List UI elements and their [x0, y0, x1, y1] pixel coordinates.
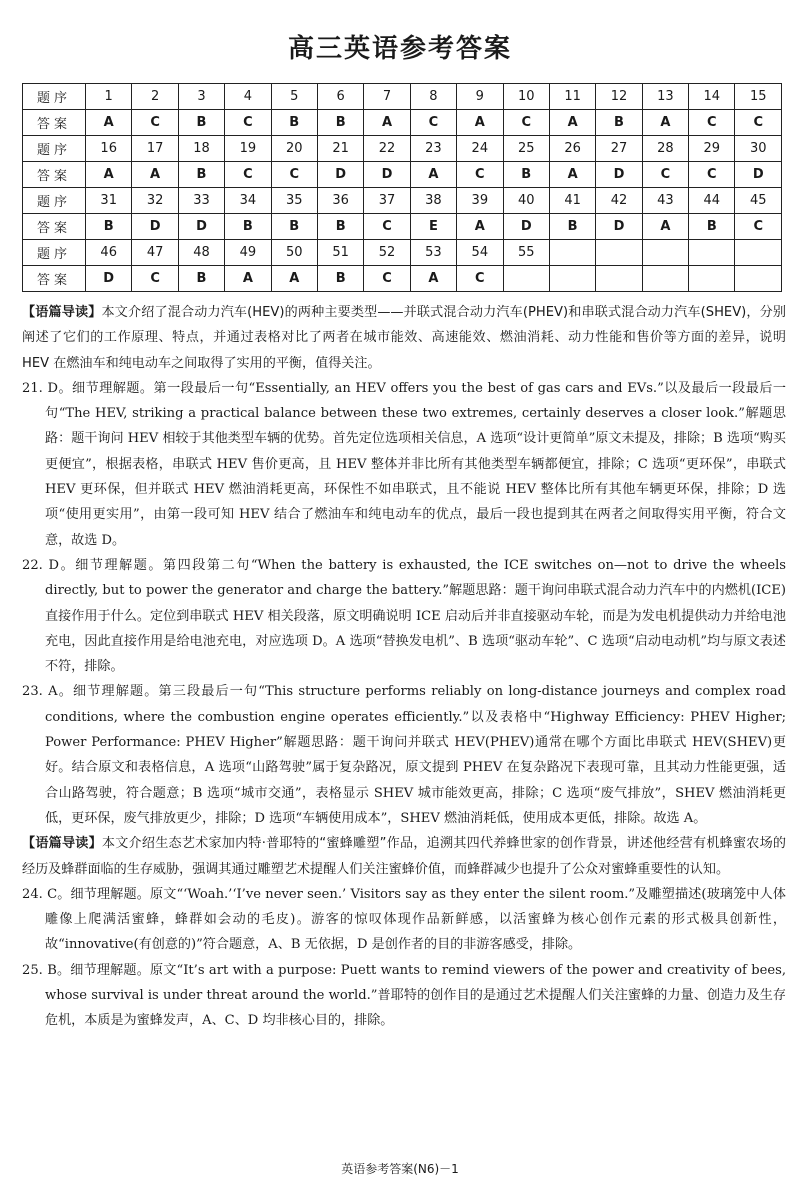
guide-text: 本文介绍生态艺术家加内特·普耶特的“蜜蜂雕塑”作品，追溯其四代养蜂世家的创作背景，讲述他经营有机蜂蜜农场的经历及蜂群面临的生存威胁，强调其通过雕塑艺术提醒人们关注蜜蜂价值，而蜂群减少也提升了公众对蜜蜂重要性的认知。 [22, 836, 787, 877]
answer-cell: D [132, 214, 178, 240]
question-number-cell: 38 [410, 188, 456, 214]
answer-cell: B [596, 110, 642, 136]
answer-cell: A [225, 266, 271, 292]
question-number-cell: 42 [596, 188, 642, 214]
question-number-cell: 26 [549, 136, 595, 162]
answer-cell: B [503, 162, 549, 188]
question-number-cell: 55 [503, 240, 549, 266]
answer-cell: D [364, 162, 410, 188]
answer-cell: C [689, 162, 735, 188]
answer-cell: A [642, 110, 688, 136]
explanations-group-2 [22, 882, 786, 1034]
question-number-cell: 18 [178, 136, 224, 162]
question-number-cell: 29 [689, 136, 735, 162]
answer-cell: A [271, 266, 317, 292]
answer-cell: E [410, 214, 456, 240]
question-number-cell: 36 [317, 188, 363, 214]
question-number-cell: 5 [271, 84, 317, 110]
answer-cell: D [178, 214, 224, 240]
question-number-cell: 7 [364, 84, 410, 110]
question-number-cell: 49 [225, 240, 271, 266]
question-number-cell [689, 240, 735, 266]
answer-row [23, 266, 782, 292]
question-number-cell [642, 240, 688, 266]
answer-cell: D [596, 162, 642, 188]
question-number-cell: 45 [735, 188, 782, 214]
answer-cell: C [271, 162, 317, 188]
question-number-cell: 30 [735, 136, 782, 162]
question-number-header: 题序 [23, 188, 86, 214]
question-number-cell: 11 [549, 84, 595, 110]
answer-cell: C [132, 110, 178, 136]
question-number-header: 题序 [23, 136, 86, 162]
question-number-cell: 15 [735, 84, 782, 110]
question-number-cell: 17 [132, 136, 178, 162]
question-number-cell [549, 240, 595, 266]
explanation-text [22, 300, 786, 1034]
answer-cell: C [642, 162, 688, 188]
explanation-body: A。细节理解题。第三段最后一句“This structure performs reliably on long-distance journeys and complex road conditions, where the combustion engine operates efficiently.”以及表格中“Highway Efficiency: PHEV Higher; Power Performance: PHEV Higher”解题思路：题干询问并联式 HEV(PHEV)通常在哪个方面比串联式 HEV(SHEV)更好。结合原文和表格信息，A 选项“山路驾驶”属于复杂路况，原文提到 PHEV 在复杂路况下表现可靠，且其动力性能更强，适合山路驾驶，符合题意；B 选项“城市交通”，表格显示 SHEV 城市能效更高，排除；C 选项“废气排放”，SHEV 燃油消耗更低，更环保，废气排放更少，排除；D 选项“车辆使用成本”，SHEV 燃油消耗低，使用成本更低，排除。故选 A。 [45, 684, 786, 826]
answer-cell: B [317, 110, 363, 136]
question-number-cell [735, 240, 782, 266]
question-number-cell [596, 240, 642, 266]
answer-cell: C [132, 266, 178, 292]
question-number-cell: 21 [317, 136, 363, 162]
answer-cell: C [689, 110, 735, 136]
question-number-row [23, 84, 782, 110]
question-number-cell: 12 [596, 84, 642, 110]
question-number-cell: 43 [642, 188, 688, 214]
answer-cell: B [178, 110, 224, 136]
question-number-cell: 31 [86, 188, 132, 214]
explanation-body: C。细节理解题。原文“‘Woah.’‘I’ve never seen.’ Visitors say as they enter the silent room.”及雕塑描述(玻璃笼中人体雕像上爬满活蜜蜂，蜂群如会动的毛皮)。游客的惊叹体现作品新鲜感，以活蜜蜂为核心创作元素的形式极具创新性，故“innovative(有创意的)”符合题意，A、B 无依据，D 是创作者的目的非游客感受，排除。 [45, 886, 786, 953]
answer-cell: A [410, 266, 456, 292]
passage-guide-2 [22, 831, 786, 882]
page-title: 高三英语参考答案 [287, 34, 512, 64]
question-number-cell: 35 [271, 188, 317, 214]
explanation-item [22, 958, 786, 1034]
question-number-cell: 46 [86, 240, 132, 266]
answer-cell: D [86, 266, 132, 292]
answer-row [23, 110, 782, 136]
answer-cell: C [457, 162, 503, 188]
question-number-cell: 14 [689, 84, 735, 110]
question-number-cell: 41 [549, 188, 595, 214]
answer-cell: B [271, 110, 317, 136]
answer-table-body [23, 84, 782, 292]
question-number-cell: 53 [410, 240, 456, 266]
answer-cell: B [86, 214, 132, 240]
answer-cell [642, 266, 688, 292]
answer-cell: A [642, 214, 688, 240]
answer-cell [503, 266, 549, 292]
answer-table [22, 83, 782, 292]
answer-cell: B [317, 266, 363, 292]
answer-cell: B [689, 214, 735, 240]
answer-cell: B [317, 214, 363, 240]
answer-cell: C [457, 266, 503, 292]
answer-cell: C [364, 214, 410, 240]
question-number-cell: 2 [132, 84, 178, 110]
answer-cell: C [735, 214, 782, 240]
answer-cell: A [86, 110, 132, 136]
question-number: 22. [22, 557, 43, 573]
question-number-cell: 16 [86, 136, 132, 162]
guide-tag: 【语篇导读】 [22, 305, 102, 320]
passage-guide-1 [22, 300, 786, 376]
guide-text: 本文介绍了混合动力汽车(HEV)的两种主要类型——并联式混合动力汽车(PHEV)和串联式混合动力汽车(SHEV)，分别阐述了它们的工作原理、特点，并通过表格对比了两者在城市能效、高速能效、燃油消耗、动力性能和售价等方面的差异，说明 HEV 在燃油车和纯电动车之间取得了实用的平衡，值得关注。 [22, 305, 787, 371]
question-number-cell: 52 [364, 240, 410, 266]
answer-cell: B [178, 266, 224, 292]
question-number-cell: 13 [642, 84, 688, 110]
question-number-cell: 10 [503, 84, 549, 110]
question-number-cell: 44 [689, 188, 735, 214]
answer-cell [735, 266, 782, 292]
explanation-item [22, 376, 786, 553]
question-number-cell: 3 [178, 84, 224, 110]
question-number-cell: 28 [642, 136, 688, 162]
question-number-cell: 33 [178, 188, 224, 214]
answer-cell: A [549, 110, 595, 136]
question-number-row [23, 136, 782, 162]
answer-cell: A [457, 110, 503, 136]
question-number-cell: 22 [364, 136, 410, 162]
question-number-cell: 19 [225, 136, 271, 162]
explanation-body: D。细节理解题。第四段第二句“When the battery is exhausted, the ICE switches on—not to drive the wheels directly, but to power the generator and charge the battery.”解题思路：题干询问串联式混合动力汽车中的内燃机(ICE)直接作用于什么。定位到串联式 HEV 相关段落，原文明确说明 ICE 启动后并非直接驱动车轮，而是为发电机提供动力并给电池充电，因此直接作用是给电池充电，对应选项 D。A 选项“替换发电机”、B 选项“驱动车轮”、C 选项“启动电动机”均与原文表述不符，排除。 [45, 557, 786, 675]
question-number-cell: 24 [457, 136, 503, 162]
question-number-cell: 25 [503, 136, 549, 162]
answer-cell: A [457, 214, 503, 240]
answer-row [23, 162, 782, 188]
answer-header: 答案 [23, 266, 86, 292]
answer-cell [549, 266, 595, 292]
question-number-cell: 9 [457, 84, 503, 110]
explanations-group-1 [22, 376, 786, 831]
explanation-item [22, 679, 786, 831]
question-number-cell: 40 [503, 188, 549, 214]
question-number-header: 题序 [23, 84, 86, 110]
answer-cell: B [225, 214, 271, 240]
question-number: 25. [22, 962, 43, 978]
answer-cell [596, 266, 642, 292]
answer-cell: B [549, 214, 595, 240]
guide-tag: 【语篇导读】 [22, 836, 102, 852]
answer-header: 答案 [23, 110, 86, 136]
answer-cell: D [596, 214, 642, 240]
question-number-cell: 8 [410, 84, 456, 110]
question-number-cell: 54 [457, 240, 503, 266]
question-number-cell: 51 [317, 240, 363, 266]
question-number-row [23, 240, 782, 266]
question-number: 21. [22, 380, 43, 396]
answer-cell: D [317, 162, 363, 188]
explanation-item [22, 882, 786, 958]
question-number: 23. [22, 684, 43, 700]
question-number-cell: 48 [178, 240, 224, 266]
answer-row [23, 214, 782, 240]
question-number-cell: 6 [317, 84, 363, 110]
answer-cell: B [178, 162, 224, 188]
question-number-cell: 34 [225, 188, 271, 214]
answer-cell: A [410, 162, 456, 188]
question-number-cell: 39 [457, 188, 503, 214]
question-number-row [23, 188, 782, 214]
answer-header: 答案 [23, 162, 86, 188]
question-number-cell: 50 [271, 240, 317, 266]
answer-cell: C [735, 110, 782, 136]
answer-cell: A [364, 110, 410, 136]
question-number-cell: 47 [132, 240, 178, 266]
answer-cell: C [225, 162, 271, 188]
answer-cell: A [549, 162, 595, 188]
answer-cell: D [735, 162, 782, 188]
answer-cell: B [271, 214, 317, 240]
answer-cell: C [410, 110, 456, 136]
page-footer: 英语参考答案(N6)－1 [341, 1162, 459, 1176]
explanation-body: B。细节理解题。原文“It’s art with a purpose: Puett wants to remind viewers of the power and creativity of bees, whose survival is under threat around the world.”普耶特的创作目的是通过艺术提醒人们关注蜜蜂的力量、创造力及生存危机，本质是为蜜蜂发声，A、C、D 均非核心目的，排除。 [45, 962, 786, 1029]
answer-cell: C [225, 110, 271, 136]
question-number-cell: 23 [410, 136, 456, 162]
answer-header: 答案 [23, 214, 86, 240]
question-number-header: 题序 [23, 240, 86, 266]
question-number-cell: 4 [225, 84, 271, 110]
question-number-cell: 1 [86, 84, 132, 110]
explanation-item [22, 553, 786, 679]
question-number: 24. [22, 886, 43, 902]
question-number-cell: 27 [596, 136, 642, 162]
question-number-cell: 32 [132, 188, 178, 214]
answer-cell: A [132, 162, 178, 188]
answer-cell: C [503, 110, 549, 136]
answer-cell [689, 266, 735, 292]
question-number-cell: 37 [364, 188, 410, 214]
answer-cell: D [503, 214, 549, 240]
answer-cell: A [86, 162, 132, 188]
explanation-body: D。细节理解题。第一段最后一句“Essentially, an HEV offers you the best of gas cars and EVs.”以及最后一段最后一句“The HEV, striking a practical balance between these two extremes, certainly deserves a closer look.”解题思路：题干询问 HEV 相较于其他类型车辆的优势。首先定位选项相关信息，A 选项“设计更简单”原文未提及，排除；B 选项“购买更便宜”，根据表格，串联式 HEV 售价更高，且 HEV 整体并非比所有其他类型车辆都便宜，排除；C 选项“更环保”，串联式 HEV 更环保，但并联式 HEV 燃油消耗更高，环保性不如串联式，且不能说 HEV 整体比所有其他车辆更环保，排除；D 选项“使用更实用”，由第一段可知 HEV 结合了燃油车和纯电动车的优点，最后一段也提到其在两者之间取得实用平衡，符合文意，故选 D。 [45, 380, 786, 548]
question-number-cell: 20 [271, 136, 317, 162]
answer-cell: C [364, 266, 410, 292]
